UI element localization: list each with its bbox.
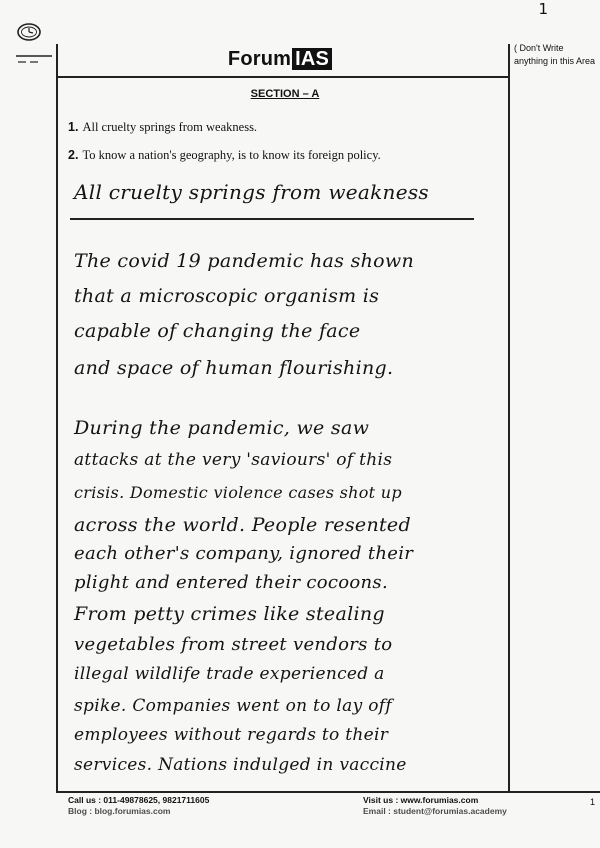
clock-icon [16, 22, 42, 42]
left-margin-line [56, 44, 58, 792]
answer-line: From petty crimes like stealing [74, 603, 385, 625]
question-2 [68, 148, 381, 163]
answer-line: During the pandemic, we saw [74, 417, 370, 439]
footer-website: Visit us : www.forumias.com [363, 795, 479, 805]
answer-line: employees without regards to their [74, 725, 389, 745]
question-number: 1. [68, 120, 79, 134]
answer-line: illegal wildlife trade experienced a [74, 664, 385, 684]
footer-blog: Blog : blog.forumias.com [68, 806, 171, 816]
answer-line: The covid 19 pandemic has shown [74, 250, 414, 272]
header-rule [56, 76, 510, 78]
footer-phone: Call us : 011-49878625, 9821711605 [68, 795, 210, 805]
page-number-top: 1 [538, 0, 548, 18]
answer-line: attacks at the very 'saviours' of this [74, 450, 393, 470]
question-text: All cruelty springs from weakness. [82, 120, 258, 134]
margin-note-line2: anything in this Area [514, 56, 596, 66]
footer-contact [68, 795, 209, 817]
question-1 [68, 120, 257, 135]
margin-note [514, 42, 600, 68]
logo-ias-text: IAS [292, 48, 332, 70]
question-text: To know a nation's geography, is to know its foreign policy. [82, 148, 381, 162]
footer-web [363, 795, 507, 817]
answer-line: capable of changing the face [74, 320, 361, 342]
footer-rule [56, 791, 600, 793]
footer-email: Email : student@forumias.academy [363, 806, 507, 816]
answer-line: plight and entered their cocoons. [74, 572, 388, 593]
answer-line: each other's company, ignored their [74, 543, 414, 564]
margin-note-line1: ( Don't Write [514, 43, 564, 53]
answer-line: that a microscopic organism is [74, 285, 380, 307]
answer-line: services. Nations indulged in vaccine [74, 755, 407, 775]
answer-title-underline [70, 218, 474, 220]
right-margin-line [508, 44, 510, 792]
question-number: 2. [68, 148, 79, 162]
answer-line: across the world. People resented [74, 514, 411, 536]
section-title: SECTION – A [250, 88, 320, 100]
answer-line: spike. Companies went on to lay off [74, 696, 392, 716]
logo-forum-text: Forum [227, 48, 292, 70]
forumias-logo [0, 48, 560, 71]
footer-page-number: 1 [590, 797, 596, 807]
answer-title: All cruelty springs from weakness [74, 180, 429, 204]
answer-line: and space of human flourishing. [74, 357, 394, 379]
answer-line: crisis. Domestic violence cases shot up [74, 483, 402, 502]
answer-line: vegetables from street vendors to [74, 634, 393, 655]
